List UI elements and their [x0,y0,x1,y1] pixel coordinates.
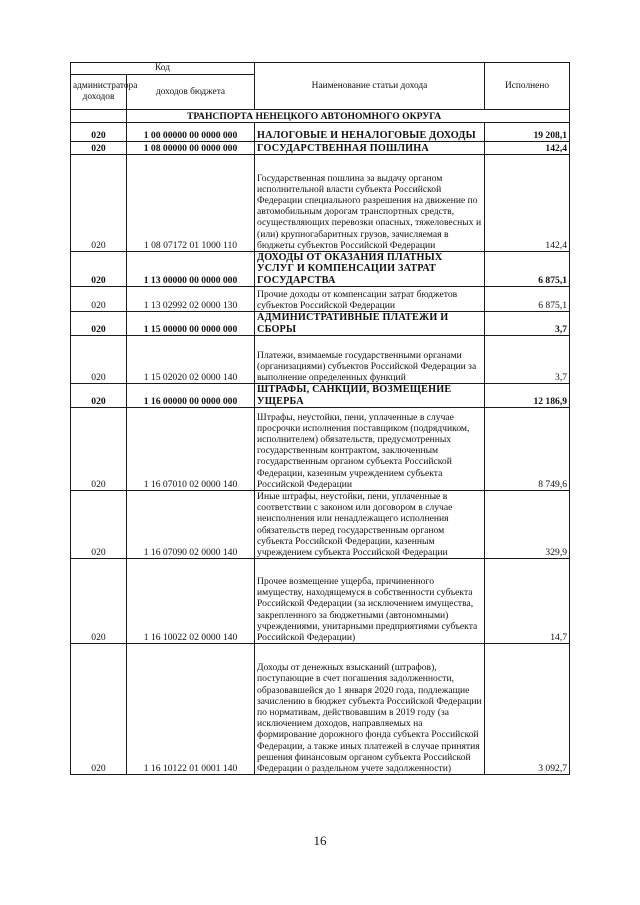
table-row [71,155,570,252]
income-code-cell: 1 15 00000 00 0000 000 [127,312,255,336]
table-header-row [71,63,570,75]
document-page [70,62,569,848]
admin-code-cell: 020 [71,336,127,384]
table-row [71,644,570,775]
income-code-cell: 1 16 10122 01 0001 140 [127,644,255,775]
executed-value-cell: 142,4 [485,155,570,252]
executed-value-cell: 19 208,1 [485,123,570,142]
executed-value-cell: 8 749,6 [485,408,570,491]
income-name-cell: Прочее возмещение ущерба, причиненного имуществу, находящемуся в собственности субъекта Российской Федерации (за исключением имущества, закрепленного за бюджетными (автономными) учреждениями, унитарными предприятиями субъекта Российской Федерации) [255,559,485,644]
income-name-cell: Штрафы, неустойки, пени, уплаченные в случае просрочки исполнения поставщиком (подрядчиком, исполнителем) обязательств, предусмотренных государственным контрактом, заключенным государственным органом субъекта Российской Федерации, казенным учреждением субъекта Российской Федерации [255,408,485,491]
executed-value-cell: 12 186,9 [485,384,570,408]
table-row [71,336,570,384]
table-row [71,491,570,559]
admin-code-cell: 020 [71,491,127,559]
income-table [70,62,570,775]
executed-value-cell: 6 875,1 [485,287,570,312]
income-name-cell: Прочие доходы от компенсации затрат бюджетов субъектов Российской Федерации [255,287,485,312]
table-row [71,252,570,287]
income-code-cell: 1 16 10022 02 0000 140 [127,559,255,644]
table-row [71,312,570,336]
income-code-cell: 1 15 02020 02 0000 140 [127,336,255,384]
executed-value-cell: 3,7 [485,312,570,336]
income-code-cell: 1 08 00000 00 0000 000 [127,142,255,155]
income-code-cell: 1 13 00000 00 0000 000 [127,252,255,287]
admin-header: администратора доходов [71,75,127,110]
executed-value-cell: 142,4 [485,142,570,155]
admin-code-cell: 020 [71,155,127,252]
income-code-cell: 1 08 07172 01 1000 110 [127,155,255,252]
income-name-cell: ДОХОДЫ ОТ ОКАЗАНИЯ ПЛАТНЫХ УСЛУГ И КОМПЕНСАЦИИ ЗАТРАТ ГОСУДАРСТВА [255,252,485,287]
executed-value-cell: 6 875,1 [485,252,570,287]
income-name-cell: Доходы от денежных взысканий (штрафов), поступающие в счет погашения задолженности, образовавшейся до 1 января 2020 года, подлежащие зачислению в бюджет субъекта Российской Федерации по нормативам, действовавшим в 2019 году (за исключением доходов, направляемых на формирование дорожного фонда субъекта Российской Федерации, а также иных платежей в случае принятия решения финансовым органом субъекта Российской Федерации о раздельном учете задолженности) [255,644,485,775]
admin-code-cell: 020 [71,312,127,336]
table-row [71,123,570,142]
budget-income-header: доходов бюджета [127,75,255,110]
income-name-cell: НАЛОГОВЫЕ И НЕНАЛОГОВЫЕ ДОХОДЫ [255,123,485,142]
admin-code-cell: 020 [71,384,127,408]
income-code-cell: 1 13 02992 02 0000 130 [127,287,255,312]
admin-code-cell: 020 [71,123,127,142]
section-empty-cell [71,110,127,123]
table-body [71,123,570,775]
admin-code-cell: 020 [71,408,127,491]
income-code-cell: 1 00 00000 00 0000 000 [127,123,255,142]
section-title: ТРАНСПОРТА НЕНЕЦКОГО АВТОНОМНОГО ОКРУГА [127,110,570,123]
admin-code-cell: 020 [71,644,127,775]
admin-code-cell: 020 [71,142,127,155]
income-name-cell: Иные штрафы, неустойки, пени, уплаченные в соответствии с законом или договором в случае неисполнения или ненадлежащего исполнения обязательств перед государственным органом субъекта Российской Федерации, казенным учреждением субъекта Российской Федерации [255,491,485,559]
income-code-cell: 1 16 07090 02 0000 140 [127,491,255,559]
table-row [71,559,570,644]
income-name-cell: Платежи, взимаемые государственными органами (организациями) субъектов Российской Федерации за выполнение определенных функций [255,336,485,384]
executed-value-cell: 329,9 [485,491,570,559]
section-row [71,110,570,123]
executed-value-cell: 3,7 [485,336,570,384]
name-header: Наименование статьи дохода [255,63,485,110]
kod-header: Код [71,63,255,75]
income-name-cell: ГОСУДАРСТВЕННАЯ ПОШЛИНА [255,142,485,155]
income-name-cell: Государственная пошлина за выдачу органом исполнительной власти субъекта Российской Федерации специального разрешения на движение по автомобильным дорогам транспортных средств, осуществляющих перевозки опасных, тяжеловесных и (или) крупногабаритных грузов, зачисляемая в бюджеты субъектов Российской Федерации [255,155,485,252]
executed-header: Исполнено [485,63,570,110]
admin-code-cell: 020 [71,287,127,312]
page-number: 16 [313,833,327,848]
executed-value-cell: 3 092,7 [485,644,570,775]
table-row [71,142,570,155]
income-code-cell: 1 16 00000 00 0000 000 [127,384,255,408]
income-name-cell: АДМИНИСТРАТИВНЫЕ ПЛАТЕЖИ И СБОРЫ [255,312,485,336]
admin-code-cell: 020 [71,252,127,287]
table-row [71,384,570,408]
income-code-cell: 1 16 07010 02 0000 140 [127,408,255,491]
income-name-cell: ШТРАФЫ, САНКЦИИ, ВОЗМЕЩЕНИЕ УЩЕРБА [255,384,485,408]
table-row [71,287,570,312]
admin-code-cell: 020 [71,559,127,644]
table-row [71,408,570,491]
executed-value-cell: 14,7 [485,559,570,644]
